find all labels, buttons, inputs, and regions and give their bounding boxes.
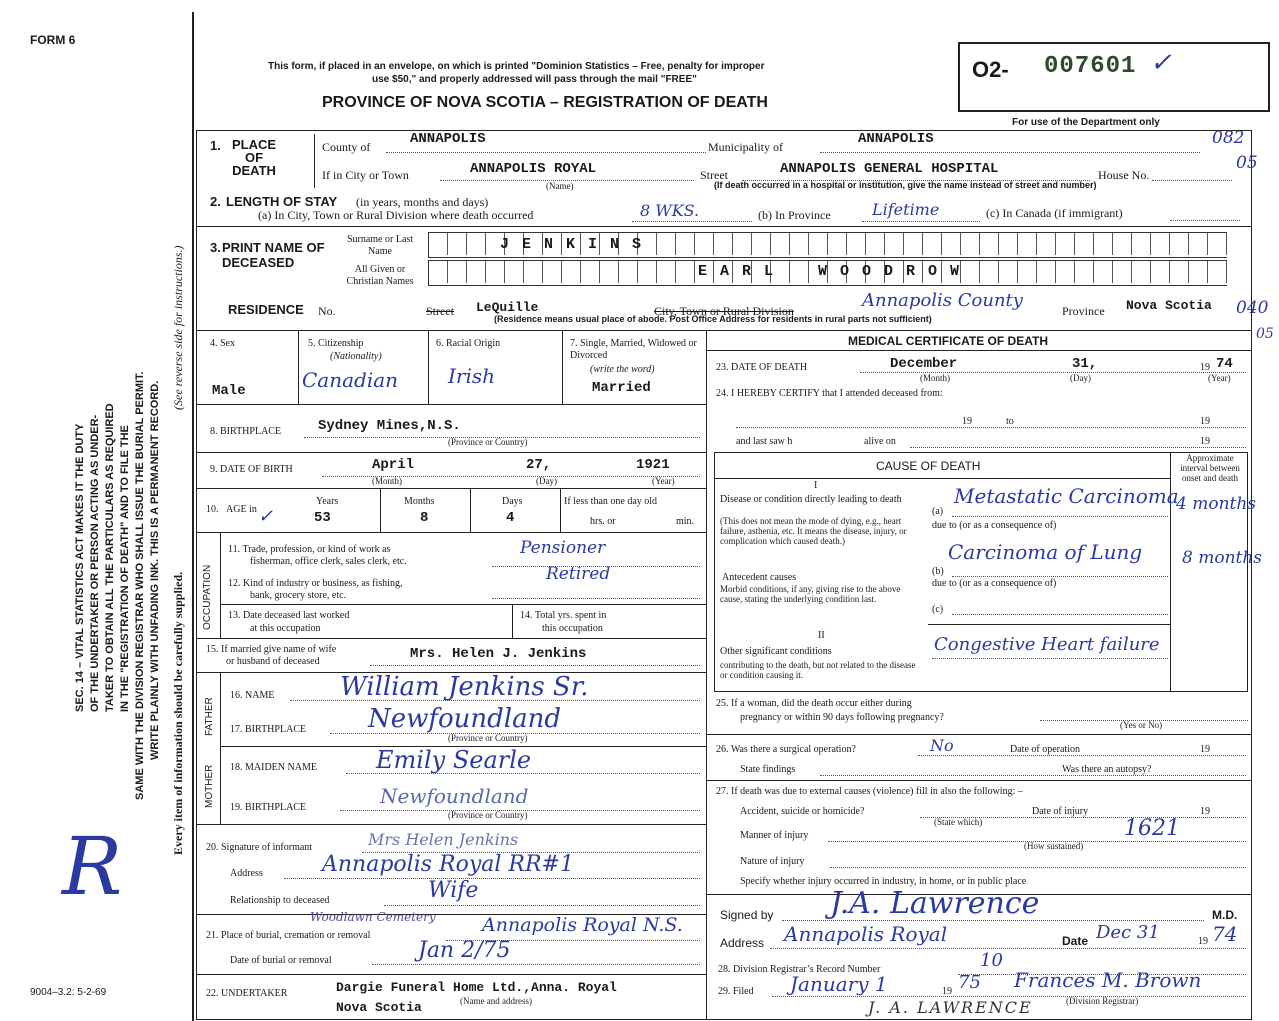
left-rule [192,12,194,1021]
cause-a-line [952,516,1168,517]
city-name-sub: (Name) [546,181,574,191]
certify-alive: alive on [864,436,896,447]
surname-label: Surname or Last Name [346,234,414,257]
status-sub: (write the word) [590,364,655,375]
q28-label: 28. Division Registrar’s Record Number [718,964,881,975]
place-label: PLACE OF DEATH [231,137,277,178]
birthplace-value: Sydney Mines,N.S. [318,418,461,434]
stay-a-line [632,221,752,222]
q25-yn: (Yes or No) [1120,720,1163,730]
sex-value: Male [212,383,246,399]
residence-note: (Residence means usual place of abode. Post Office Address for residents in rural parts not sufficient) [494,314,932,324]
stay-b-line [862,221,980,222]
cause-due-2: due to (or as a consequence of) [932,578,1057,589]
spouse-value: Mrs. Helen J. Jenkins [410,646,587,662]
hospital-note: (If death occurred in a hospital or institution, give the name instead of street and number) [714,180,1097,190]
signed-label: Signed by [720,908,774,922]
cause-other-line [932,658,1168,659]
occ-14-label: 14. Total yrs. spent in [520,610,607,621]
q25-label-1: 25. If a woman, did the death occur either during [716,698,912,709]
signed-addr-label: Address [720,936,765,950]
cause-part1: I [814,480,818,491]
age-div1 [380,488,381,532]
side-text-8: (See reverse side for instructions.) [171,245,185,410]
father-name-value: William Jenkins Sr. [340,672,589,702]
residence-street-label: Street [426,304,454,318]
occ-12-label: 12. Kind of industry or business, as fishing, [228,578,403,589]
citizenship-sub: (Nationality) [330,351,382,362]
signed-date-label: Date [1062,934,1089,948]
cause-other-note: contributing to the death, but not related to the disease or condition causing it. [720,660,916,680]
street-label: Street [700,168,728,182]
q29-line [772,996,1246,997]
cause-a-interval: 4 months [1176,494,1257,514]
q26-line [918,755,1246,756]
house-line [1152,180,1232,181]
q27-date-label: Date of injury [1032,806,1089,817]
mother-maiden-label: 18. MAIDEN NAME [230,762,317,773]
mother-maiden-line [346,773,700,774]
signed-md: M.D. [1212,908,1238,922]
residence-city-value: Annapolis County [862,290,1023,311]
death-day-sub: (Day) [1070,373,1091,383]
race-value: Irish [448,364,496,388]
residence-label: RESIDENCE [228,302,304,317]
signed-line [782,920,1204,921]
certify-label: 24. I HEREBY CERTIFY that I attended deceased from: [716,388,943,399]
mother-side: MOTHER [204,764,215,808]
cause-b-interval: 8 months [1182,548,1263,568]
rule-q26 [706,780,1252,781]
dept-use-label: For use of the Department only [1012,117,1160,128]
cause-interval-label: Approximate interval between onset and death [1180,453,1240,483]
q29-19: 19 [942,986,952,997]
q27-specify: Specify whether injury occurred in industry, in home, or in public place [740,876,1027,887]
cause-other: Other significant conditions [720,646,832,657]
age-days: 4 [506,510,515,526]
father-name-label: 16. NAME [230,690,275,701]
q29-stamp: J. A. LAWRENCE [868,998,1033,1017]
q29-registrar: Frances M. Brown [1014,968,1202,992]
dob-year-sub: (Year) [652,476,675,486]
rule-mother [196,824,706,825]
cause-part-rule [928,624,1170,625]
burial-date-line [372,964,700,965]
burial-date-label: Date of burial or removal [230,955,332,966]
side-text-4: IN THE "REGISTRATION OF DEATH" AND TO FILE THE [119,425,131,712]
dept-code-3: 040 [1236,298,1269,318]
q29-year: 75 [958,972,981,993]
dept-code-1: 082 [1212,128,1245,148]
signed-addr: Annapolis Royal [784,922,948,946]
cause-antecedent: Antecedent causes [722,572,797,583]
death-year: 74 [1216,356,1233,372]
age-label: AGE in [226,504,257,515]
cause-title-rule [714,478,1170,479]
rule-dob [196,488,706,489]
side-text-7: Every item of information should be carefully supplied. [171,571,185,855]
age-min: min. [676,516,695,527]
side-text-3: TAKER TO OBTAIN ALL THE PARTICULARS AS REQUIRED [104,403,116,712]
stay-sub: (in years, months and days) [356,195,489,209]
q27-state: (State which) [934,817,983,827]
rule-occ-bottom [196,638,706,639]
sex-label: 4. Sex [210,338,235,349]
rule-birthplace [196,452,706,453]
county-label: County of [322,140,371,154]
spouse-line [370,665,700,666]
dob-year: 1921 [636,457,670,473]
occ-11-value: Pensioner [520,538,606,558]
rule-occ [220,604,706,605]
cause-antecedent-note: Morbid conditions, if any, giving rise to the above cause, stating the underlying condition last. [720,584,901,604]
occupation-side-rule [220,532,221,638]
dob-label: 9. DATE OF BIRTH [210,464,293,475]
father-bp-label: 17. BIRTHPLACE [230,724,307,735]
certify-19a: 19 [962,416,972,427]
page-title: PROVINCE OF NOVA SCOTIA – REGISTRATION OF DEATH [322,94,768,111]
muni-label: Municipality of [708,140,783,154]
place-divider [314,134,315,188]
signed-year: 74 [1212,922,1238,946]
occ-14-label-b: this occupation [542,623,603,634]
q27-how: (How sustained) [1024,841,1084,851]
name-num: 3. [210,240,221,255]
cause-due-1: due to (or as a consequence of) [932,520,1057,531]
rule-burial [196,974,706,975]
rule-age [196,532,706,533]
informant-rel-line [384,905,700,906]
county-value: ANNAPOLIS [410,131,486,147]
informant-sig-value: Mrs Helen Jenkins [368,830,519,849]
muni-line [820,152,1200,153]
q27-nature: Nature of injury [740,856,805,867]
occ-12-label-b: bank, grocery store, etc. [250,590,347,601]
age-div3 [560,488,561,532]
stay-c-line [1170,220,1240,221]
q27-nature-line [830,867,1246,868]
mother-bp-value: Newfoundland [380,784,529,808]
occ-12-line [492,598,700,599]
informant-addr-line [284,878,700,879]
age-div2 [470,488,471,532]
informant-addr-label: Address [230,868,263,879]
parents-side-rule [220,672,221,824]
cause-part2: II [818,630,825,641]
death-month: December [890,356,958,372]
given-label: All Given or Christian Names [346,264,414,287]
burial-label: 21. Place of burial, cremation or removal [206,930,371,941]
birthplace-label: 8. BIRTHPLACE [210,426,282,437]
stay-a-label: (a) In City, Town or Rural Division where death occurred [258,208,534,222]
print-code: 9004–3.2: 5-2-69 [30,987,107,998]
age-years: 53 [314,510,331,526]
age-years-label: Years [316,496,339,507]
father-bp-sub: (Province or Country) [448,733,528,743]
street-value: ANNAPOLIS GENERAL HOSPITAL [780,161,999,177]
q25-label-2: pregnancy or within 90 days following pregnancy? [740,712,944,723]
side-text-2: OF THE UNDERTAKER OR PERSON ACTING AS UNDER- [89,414,101,712]
occ-13-label: 13. Date deceased last worked [228,610,350,621]
certify-line-1 [736,427,1246,428]
city-label: If in City or Town [322,168,409,182]
q26-label: 26. Was there a surgical operation? [716,744,856,755]
burial-date: Jan 2/75 [418,938,511,963]
rule-q25 [706,734,1252,735]
stay-b-label: (b) In Province [758,208,831,222]
place-num: 1. [210,138,221,153]
q26-findings: State findings [740,764,796,775]
burial-cemetery: Woodlawn Cemetery [310,910,436,924]
spouse-label-1: 15. If married give name of wife [206,644,337,655]
age-check: ✓ [258,506,274,527]
informant-sig-label: 20. Signature of informant [206,842,313,853]
given-value-2: W O O D R O W [818,263,962,280]
spouse-label-2: or husband of deceased [226,656,320,667]
death-date-line [860,372,1246,373]
muni-value: ANNAPOLIS [858,131,934,147]
q26-19: 19 [1200,744,1210,755]
q29-label: 29. Filed [718,986,754,997]
reg-prefix: O2- [972,57,1009,82]
cause-b-label: (b) [932,566,944,577]
father-bp-value: Newfoundland [368,704,562,734]
q27-manner: Manner of injury [740,830,809,841]
certify-last-saw: and last saw h [736,436,793,447]
signed-signature: J.A. Lawrence [830,886,1040,921]
rule-residence [196,330,1252,331]
occ-11-label-b: fisherman, office clerk, sales clerk, etc. [250,556,407,567]
signed-date: Dec 31 [1096,922,1160,943]
row4-div1 [298,330,299,404]
cause-direct-note: (This does not mean the mode of dying, e.g., heart failure, asthenia, etc. It means the disease, injury, or complication which caused death.) [720,516,907,546]
father-name-line [290,700,700,701]
envelope-note-2: use $50," and properly addressed will pass through the mail "FREE" [372,74,697,85]
undertaker-label: 22. UNDERTAKER [206,988,288,999]
given-value-1: E A R L [698,263,776,280]
signed-19: 19 [1198,936,1208,947]
dob-month-sub: (Month) [372,476,402,486]
age-note: If less than one day old [564,496,658,507]
age-months-label: Months [404,496,435,507]
cause-a-value: Metastatic Carcinoma [954,484,1179,508]
reg-number: 007601 [1044,53,1137,80]
q26-findings-line [820,775,1246,776]
residence-street-value: LeQuille [476,300,539,315]
residence-province-value: Nova Scotia [1126,298,1212,313]
county-line [386,152,706,153]
age-months: 8 [420,510,429,526]
certify-line-2 [910,447,1246,448]
q26-op-date: Date of operation [1010,744,1080,755]
cause-c-label: (c) [932,604,944,615]
birthplace-sub: (Province or Country) [448,437,528,447]
q28-value: 10 [980,950,1003,971]
cause-direct: Disease or condition directly leading to death [720,494,902,505]
age-hrs: hrs. or [590,516,616,527]
mother-bp-sub: (Province or Country) [448,810,528,820]
cause-b-line [952,576,1168,577]
dob-month: April [372,457,415,473]
undertaker-sub: (Name and address) [460,996,532,1006]
undertaker-value-1: Dargie Funeral Home Ltd.,Anna. Royal [336,980,617,995]
signed-addr-line [770,948,1246,949]
q27-19: 19 [1200,806,1210,817]
medical-title: MEDICAL CERTIFICATE OF DEATH [848,334,1048,348]
occ-13-label-b: at this occupation [250,623,321,634]
row4-div3 [562,330,563,404]
informant-addr-value: Annapolis Royal RR#1 [322,852,574,877]
death-year-sub: (Year) [1208,373,1231,383]
house-label: House No. [1098,168,1150,182]
citizenship-value: Canadian [302,368,399,392]
status-label: 7. Single, Married, Widowed or Divorced [570,338,697,361]
residence-no-label: No. [318,304,336,318]
name-label: PRINT NAME OF DECEASED [222,240,325,270]
dept-code-4: 05 [1256,326,1274,342]
q27-label: 27. If death was due to external causes (violence) fill in also the following: – [716,786,1023,797]
death-date-label: 23. DATE OF DEATH [716,362,808,373]
envelope-note-1: This form, if placed in an envelope, on which is printed "Dominion Statistics – Free, penalty for improper [268,61,765,72]
mother-maiden-value: Emily Searle [376,746,532,774]
reg-check-mark: ✓ [1150,48,1172,78]
side-text-6: WRITE PLAINLY WITH UNFADING INK. THIS IS A PERMANENT RECORD. [149,380,161,760]
side-text-5: SAME WITH THE DIVISION REGISTRAR WHO SHALL ISSUE THE BURIAL PERMIT. [134,371,146,800]
stay-c-label: (c) In Canada (if immigrant) [986,206,1123,220]
certify-19b: 19 [1200,416,1210,427]
death-day: 31, [1072,356,1098,372]
residence-province-label: Province [1062,304,1105,318]
death-year-pre: 19 [1200,362,1210,373]
status-value: Married [592,380,651,396]
father-side: FATHER [204,697,215,736]
occ-div [512,604,513,638]
race-label: 6. Racial Origin [436,338,501,349]
rule-personal [196,404,706,405]
form-id: FORM 6 [30,33,76,47]
stay-label: LENGTH OF STAY [226,194,338,209]
occupation-side: OCCUPATION [202,564,213,630]
rule-medical-title [706,350,1252,351]
q29-date: January 1 [790,972,888,996]
stay-num: 2. [210,194,221,209]
rule-stay [196,226,1252,227]
burial-place: Annapolis Royal N.S. [482,914,683,936]
death-month-sub: (Month) [920,373,950,383]
side-text-1: SEC. 14 – VITAL STATISTICS ACT MAKES IT THE DUTY [74,423,86,712]
dob-day-sub: (Day) [536,476,557,486]
certify-to: to [1006,416,1014,427]
occ-11-label: 11. Trade, profession, or kind of work as [228,544,391,555]
registration-number-box [958,42,1270,112]
cause-b-value: Carcinoma of Lung [948,540,1143,564]
stay-a-value: 8 WKS. [640,201,700,220]
cause-other-value: Congestive Heart failure [934,634,1160,655]
dept-code-2: 05 [1236,153,1258,173]
q29-registrar-sub: (Division Registrar) [1066,996,1139,1006]
residence-city-label: City, Town or Rural Division [654,304,794,318]
q27-accident: Accident, suicide or homicide? [740,806,865,817]
stay-b-value: Lifetime [872,200,940,219]
mother-bp-label: 19. BIRTHPLACE [230,802,307,813]
age-days-label: Days [502,496,523,507]
city-value: ANNAPOLIS ROYAL [470,161,597,177]
surname-value: J E N K I N S [500,236,644,253]
q27-code: 1621 [1124,816,1180,841]
q26-value: No [930,736,954,755]
cause-title: CAUSE OF DEATH [876,459,981,473]
informant-rel-value: Wife [428,878,479,903]
informant-rel-label: Relationship to deceased [230,895,330,906]
age-num: 10. [206,504,219,515]
center-divider [706,330,707,1020]
occ-12-value: Retired [546,564,611,584]
row4-div2 [428,330,429,404]
cause-c-line [952,614,1168,615]
cause-a-label: (a) [932,506,944,517]
undertaker-value-2: Nova Scotia [336,1000,422,1015]
citizenship-label: 5. Citizenship [308,338,364,349]
dob-day: 27, [526,457,552,473]
q26-autopsy: Was there an autopsy? [1062,764,1152,775]
margin-mark: R [62,820,123,913]
certify-19c: 19 [1200,436,1210,447]
